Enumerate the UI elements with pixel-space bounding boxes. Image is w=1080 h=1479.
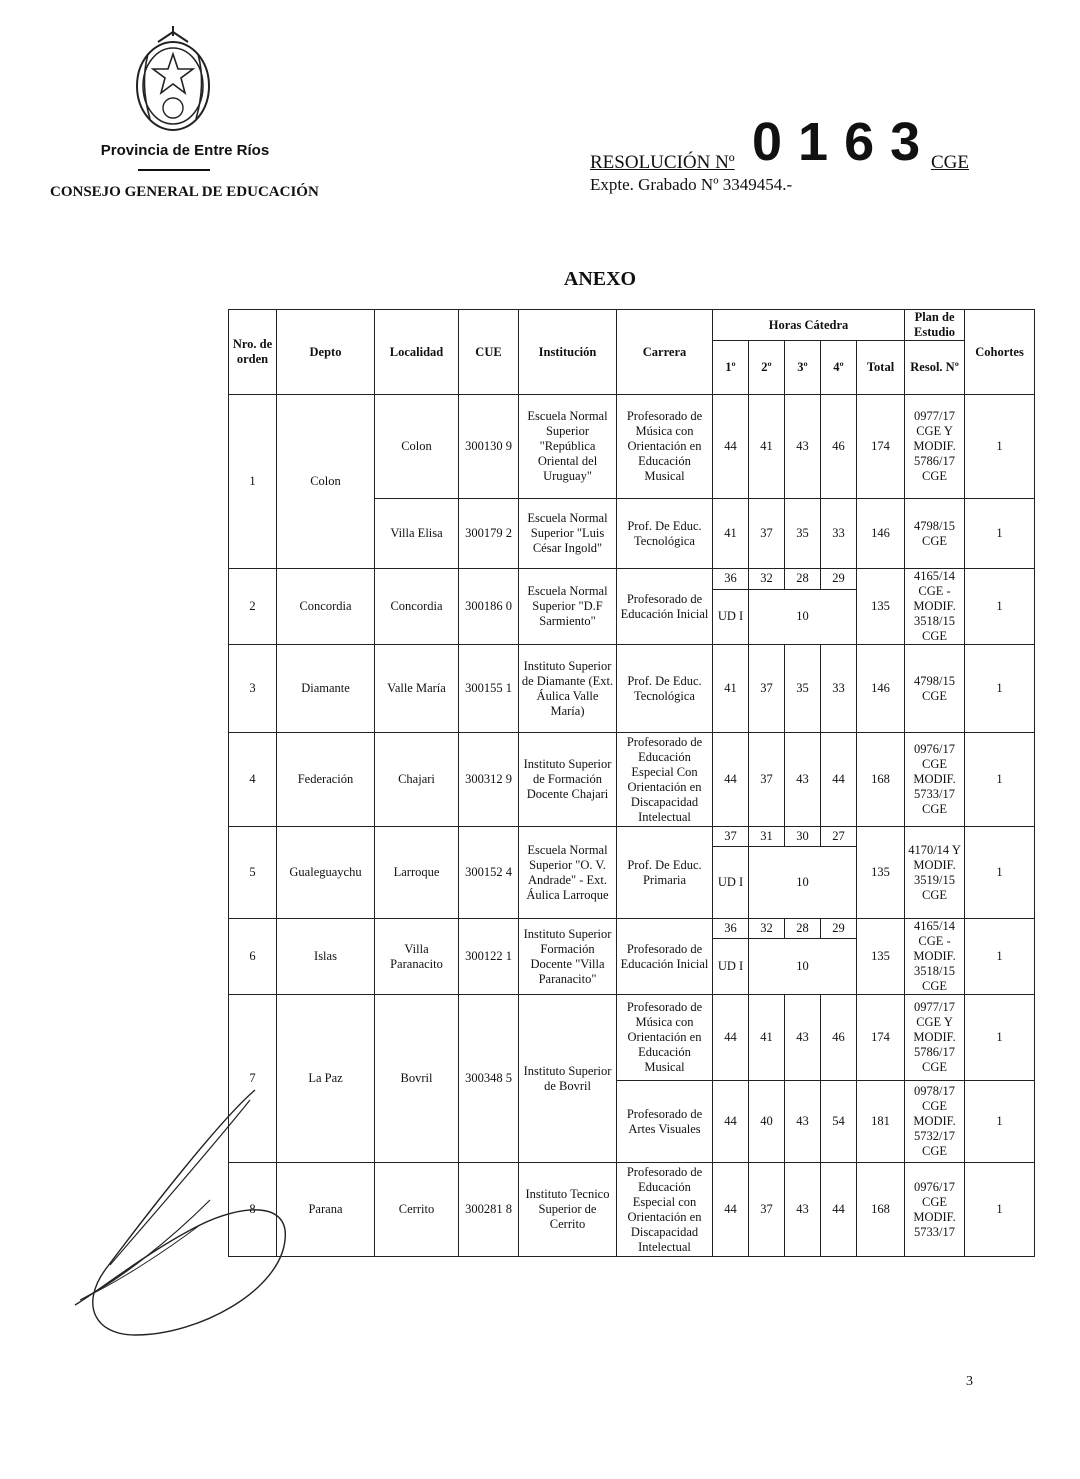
cell-institucion: Instituto Superior Formación Docente "Villa Paranacito"	[519, 919, 617, 995]
cell-cohortes: 1	[965, 995, 1035, 1081]
col-h4: 4º	[821, 341, 857, 395]
cell-h3: 43	[785, 1163, 821, 1257]
cell-total: 146	[857, 645, 905, 733]
table-row	[229, 395, 1035, 499]
cell-h1: 36	[713, 569, 749, 590]
cell-udi: UD I	[713, 847, 749, 919]
col-cue: CUE	[459, 310, 519, 395]
resolution-prefix: RESOLUCIÓN Nº	[590, 152, 735, 173]
col-h2: 2º	[749, 341, 785, 395]
cell-resol: 0976/17 CGE MODIF. 5733/17	[905, 1163, 965, 1257]
cell-cohortes: 1	[965, 733, 1035, 827]
cell-localidad: Cerrito	[375, 1163, 459, 1257]
cell-nro: 6	[229, 919, 277, 995]
cell-h2: 41	[749, 395, 785, 499]
cell-udi: UD I	[713, 589, 749, 644]
cell-h4: 44	[821, 1163, 857, 1257]
cell-h1: 44	[713, 733, 749, 827]
cell-cohortes: 1	[965, 1081, 1035, 1163]
cell-h3: 28	[785, 919, 821, 939]
province-name: Provincia de Entre Ríos	[100, 142, 270, 159]
expediente-number: Expte. Grabado Nº 3349454.-	[590, 175, 793, 194]
cell-h3: 35	[785, 499, 821, 569]
cell-h2: 37	[749, 733, 785, 827]
cell-h4: 54	[821, 1081, 857, 1163]
cell-cue: 300152 4	[459, 827, 519, 919]
cell-carrera: Profesorado de Artes Visuales	[617, 1081, 713, 1163]
col-nro: Nro. de orden	[229, 310, 277, 395]
cell-h3: 35	[785, 645, 821, 733]
cell-resol: 4165/14 CGE - MODIF. 3518/15 CGE	[905, 919, 965, 995]
cell-localidad: Valle María	[375, 645, 459, 733]
col-carrera: Carrera	[617, 310, 713, 395]
cell-h1: 41	[713, 645, 749, 733]
cell-cue: 300155 1	[459, 645, 519, 733]
cell-h3: 43	[785, 1081, 821, 1163]
cell-carrera: Profesorado de Educación Inicial	[617, 919, 713, 995]
cell-institucion: Instituto Tecnico Superior de Cerrito	[519, 1163, 617, 1257]
col-h1: 1º	[713, 341, 749, 395]
cell-h2: 31	[749, 827, 785, 847]
cell-cohortes: 1	[965, 827, 1035, 919]
cell-h4: 29	[821, 569, 857, 590]
cell-h2: 40	[749, 1081, 785, 1163]
cell-carrera: Profesorado de Música con Orientación en Educación Musical	[617, 395, 713, 499]
cell-total: 146	[857, 499, 905, 569]
cell-h3: 28	[785, 569, 821, 590]
table-row	[229, 645, 1035, 733]
col-depto: Depto	[277, 310, 375, 395]
cell-institucion: Instituto Superior de Formación Docente Chajari	[519, 733, 617, 827]
provincial-seal-icon	[128, 24, 218, 142]
cell-resol: 0977/17 CGE Y MODIF. 5786/17 CGE	[905, 995, 965, 1081]
cell-cohortes: 1	[965, 645, 1035, 733]
cell-carrera: Profesorado de Educación Inicial	[617, 569, 713, 645]
cell-depto: La Paz	[277, 995, 375, 1163]
cell-institucion: Instituto Superior de Bovril	[519, 995, 617, 1163]
cell-carrera: Prof. De Educ. Tecnológica	[617, 645, 713, 733]
cell-nro: 1	[229, 395, 277, 569]
cell-h2: 32	[749, 569, 785, 590]
cell-nro: 8	[229, 1163, 277, 1257]
col-total: Total	[857, 341, 905, 395]
cell-cue: 300186 0	[459, 569, 519, 645]
cell-institucion: Instituto Superior de Diamante (Ext. Áulica Valle María)	[519, 645, 617, 733]
table-row	[229, 733, 1035, 827]
table-row	[229, 995, 1035, 1081]
cell-institucion: Escuela Normal Superior "O. V. Andrade" - Ext. Áulica Larroque	[519, 827, 617, 919]
cell-cue: 300348 5	[459, 995, 519, 1163]
resolution-number: 0163	[752, 112, 937, 172]
cell-h4: 46	[821, 395, 857, 499]
cell-cohortes: 1	[965, 919, 1035, 995]
cell-localidad: Villa Paranacito	[375, 919, 459, 995]
cell-cohortes: 1	[965, 395, 1035, 499]
cell-localidad: Chajari	[375, 733, 459, 827]
cell-total: 174	[857, 995, 905, 1081]
cell-total: 168	[857, 1163, 905, 1257]
cell-resol: 4798/15 CGE	[905, 645, 965, 733]
cell-carrera: Profesorado de Educación Especial Con Orientación en Discapacidad Intelectual	[617, 733, 713, 827]
cell-h1: 44	[713, 1081, 749, 1163]
cell-localidad: Bovril	[375, 995, 459, 1163]
cell-resol: 0977/17 CGE Y MODIF. 5786/17 CGE	[905, 395, 965, 499]
page-title: ANEXO	[563, 268, 637, 290]
cell-resol: 4165/14 CGE - MODIF. 3518/15 CGE	[905, 569, 965, 645]
cell-institucion: Escuela Normal Superior "D.F Sarmiento"	[519, 569, 617, 645]
cell-nro: 4	[229, 733, 277, 827]
cell-h4: 27	[821, 827, 857, 847]
cell-h4: 29	[821, 919, 857, 939]
cell-cohortes: 1	[965, 499, 1035, 569]
cell-cohortes: 1	[965, 1163, 1035, 1257]
cell-nro: 3	[229, 645, 277, 733]
cell-resol: 0976/17 CGE MODIF. 5733/17 CGE	[905, 733, 965, 827]
cell-udi: UD I	[713, 939, 749, 995]
cell-depto: Diamante	[277, 645, 375, 733]
cell-h1: 44	[713, 1163, 749, 1257]
cell-h3: 43	[785, 395, 821, 499]
cell-total: 135	[857, 827, 905, 919]
cell-carrera: Prof. De Educ. Tecnológica	[617, 499, 713, 569]
council-name: CONSEJO GENERAL DE EDUCACIÓN	[50, 184, 319, 200]
table-row	[229, 1163, 1035, 1257]
col-localidad: Localidad	[375, 310, 459, 395]
resolution-suffix: CGE	[931, 152, 969, 173]
cell-h2: 37	[749, 499, 785, 569]
cell-carrera: Profesorado de Educación Especial con Orientación en Discapacidad Intelectual	[617, 1163, 713, 1257]
cell-localidad: Concordia	[375, 569, 459, 645]
cell-institucion: Escuela Normal Superior "República Oriental del Uruguay"	[519, 395, 617, 499]
cell-udi-hours: 10	[749, 939, 857, 995]
cell-h2: 32	[749, 919, 785, 939]
col-resol: Resol. Nº	[905, 341, 965, 395]
cell-nro: 7	[229, 995, 277, 1163]
cell-depto: Concordia	[277, 569, 375, 645]
divider	[138, 169, 210, 171]
cell-cohortes: 1	[965, 569, 1035, 645]
cell-resol: 4170/14 Y MODIF. 3519/15 CGE	[905, 827, 965, 919]
page-number: 3	[966, 1374, 973, 1389]
cell-h2: 37	[749, 645, 785, 733]
cell-h2: 41	[749, 995, 785, 1081]
cell-resol: 4798/15 CGE	[905, 499, 965, 569]
anexo-table	[228, 309, 1035, 1257]
cell-h1: 44	[713, 995, 749, 1081]
cell-h1: 41	[713, 499, 749, 569]
col-h3: 3º	[785, 341, 821, 395]
cell-nro: 5	[229, 827, 277, 919]
col-plan: Plan de Estudio	[905, 310, 965, 341]
cell-localidad: Villa Elisa	[375, 499, 459, 569]
cell-nro: 2	[229, 569, 277, 645]
cell-h1: 44	[713, 395, 749, 499]
cell-resol: 0978/17 CGE MODIF. 5732/17 CGE	[905, 1081, 965, 1163]
cell-h3: 43	[785, 733, 821, 827]
cell-udi-hours: 10	[749, 589, 857, 644]
cell-h4: 33	[821, 499, 857, 569]
table-row	[229, 569, 1035, 590]
cell-depto: Islas	[277, 919, 375, 995]
cell-institucion: Escuela Normal Superior "Luis César Ingold"	[519, 499, 617, 569]
cell-h1: 37	[713, 827, 749, 847]
cell-h4: 44	[821, 733, 857, 827]
cell-cue: 300281 8	[459, 1163, 519, 1257]
cell-h3: 43	[785, 995, 821, 1081]
cell-udi-hours: 10	[749, 847, 857, 919]
cell-localidad: Colon	[375, 395, 459, 499]
cell-total: 135	[857, 919, 905, 995]
cell-total: 135	[857, 569, 905, 645]
col-horas: Horas Cátedra	[713, 310, 905, 341]
cell-total: 168	[857, 733, 905, 827]
cell-h3: 30	[785, 827, 821, 847]
cell-h4: 46	[821, 995, 857, 1081]
cell-cue: 300179 2	[459, 499, 519, 569]
cell-localidad: Larroque	[375, 827, 459, 919]
cell-total: 174	[857, 395, 905, 499]
cell-cue: 300122 1	[459, 919, 519, 995]
cell-depto: Gualeguaychu	[277, 827, 375, 919]
cell-total: 181	[857, 1081, 905, 1163]
table-row	[229, 919, 1035, 939]
cell-depto: Parana	[277, 1163, 375, 1257]
col-institucion: Institución	[519, 310, 617, 395]
cell-h1: 36	[713, 919, 749, 939]
cell-depto: Federación	[277, 733, 375, 827]
cell-carrera: Profesorado de Música con Orientación en Educación Musical	[617, 995, 713, 1081]
cell-cue: 300130 9	[459, 395, 519, 499]
cell-cue: 300312 9	[459, 733, 519, 827]
cell-h2: 37	[749, 1163, 785, 1257]
cell-depto: Colon	[277, 395, 375, 569]
cell-h4: 33	[821, 645, 857, 733]
cell-carrera: Prof. De Educ. Primaria	[617, 827, 713, 919]
table-row	[229, 827, 1035, 847]
col-cohortes: Cohortes	[965, 310, 1035, 395]
